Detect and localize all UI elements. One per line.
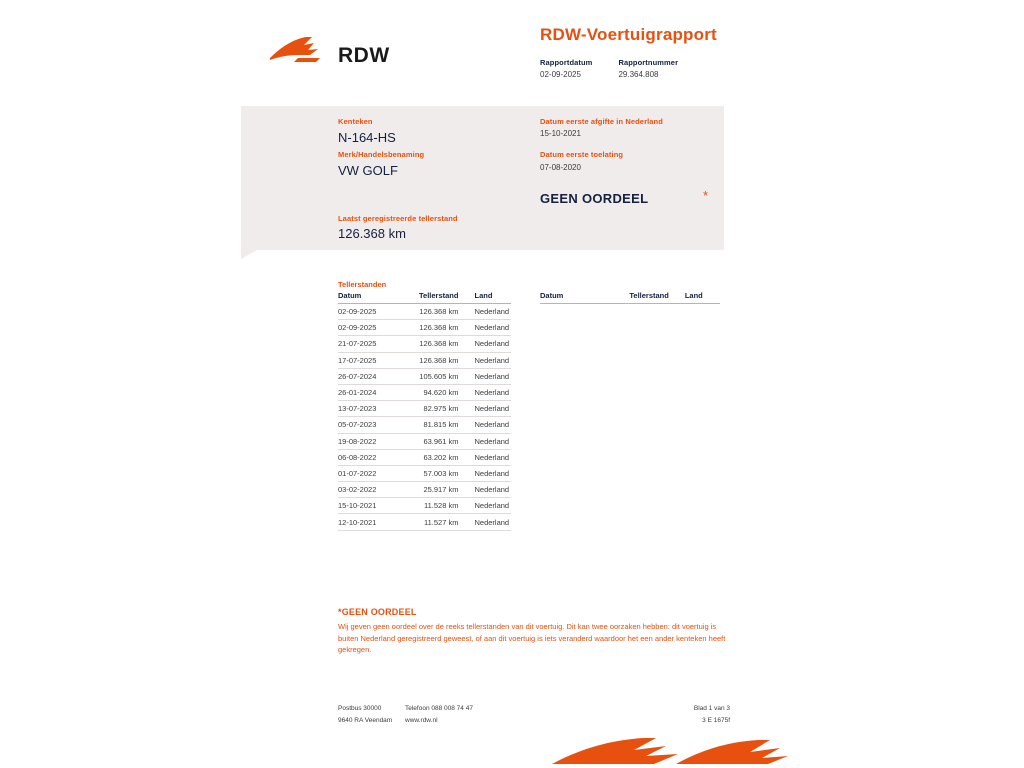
cell-datum: 03-02-2022 <box>338 482 401 498</box>
cell-tellerstand: 94.620 km <box>401 384 462 400</box>
cell-datum: 21-07-2025 <box>338 336 401 352</box>
cell-land: Nederland <box>462 384 511 400</box>
cell-datum: 01-07-2022 <box>338 465 401 481</box>
column-header-tellerstand: Tellerstand <box>609 291 673 304</box>
report-number-label: Rapportnummer <box>618 58 679 67</box>
cell-tellerstand: 63.202 km <box>401 449 462 465</box>
cell-land: Nederland <box>462 368 511 384</box>
table-header-row <box>540 291 720 304</box>
footer-page-number: Blad 1 van 3 <box>693 705 730 712</box>
cell-land: Nederland <box>462 401 511 417</box>
eerste-afgifte-label: Datum eerste afgifte in Nederland <box>540 117 663 126</box>
merk-value: VW GOLF <box>338 163 398 178</box>
table-row <box>338 352 511 368</box>
cell-datum: 19-08-2022 <box>338 433 401 449</box>
laatste-tellerstand-value: 126.368 km <box>338 226 406 241</box>
column-header-land: Land <box>673 291 720 304</box>
report-date-block <box>540 58 592 79</box>
footer-address-line2: 9640 RA Veendam <box>338 717 393 725</box>
table-row <box>338 514 511 530</box>
rdw-arrow-logo-icon <box>268 34 330 64</box>
verdict-text: GEEN OORDEEL <box>540 191 649 206</box>
cell-tellerstand: 126.368 km <box>401 304 462 320</box>
cell-tellerstand: 63.961 km <box>401 433 462 449</box>
cell-land: Nederland <box>462 320 511 336</box>
column-header-tellerstand: Tellerstand <box>401 291 462 304</box>
cell-datum: 17-07-2025 <box>338 352 401 368</box>
cell-tellerstand: 126.368 km <box>401 352 462 368</box>
report-date-value: 02-09-2025 <box>540 70 581 79</box>
cell-tellerstand: 25.917 km <box>401 482 462 498</box>
brand-name: RDW <box>338 44 390 67</box>
footer-address-line1: Postbus 30000 <box>338 705 382 712</box>
cell-tellerstand: 126.368 km <box>401 320 462 336</box>
footer-contact <box>405 703 473 728</box>
table-row <box>338 449 511 465</box>
report-number-value: 29.364.808 <box>618 70 659 79</box>
cell-datum: 13-07-2023 <box>338 401 401 417</box>
report-number-block <box>618 58 678 79</box>
report-title: RDW-Voertuigrapport <box>540 25 717 44</box>
footer-address <box>338 703 392 728</box>
eerste-toelating-value: 07-08-2020 <box>540 163 581 172</box>
table-row <box>338 401 511 417</box>
footnote-title-text: GEEN OORDEEL <box>341 607 417 617</box>
tellerstanden-title: Tellerstanden <box>338 280 387 289</box>
column-header-land: Land <box>462 291 511 304</box>
laatste-tellerstand-label: Laatst geregistreerde tellerstand <box>338 214 458 223</box>
vehicle-summary-panel <box>241 106 724 250</box>
panel-notch <box>241 250 257 259</box>
cell-tellerstand: 81.815 km <box>401 417 462 433</box>
cell-land: Nederland <box>462 433 511 449</box>
cell-land: Nederland <box>462 482 511 498</box>
cell-datum: 02-09-2025 <box>338 304 401 320</box>
cell-land: Nederland <box>462 514 511 530</box>
table-row <box>338 336 511 352</box>
footer-form-code: 3 E 1675f <box>702 717 730 725</box>
rdw-bottom-graphic-icon <box>548 738 788 768</box>
cell-datum: 12-10-2021 <box>338 514 401 530</box>
cell-land: Nederland <box>462 336 511 352</box>
table-row <box>338 304 511 320</box>
cell-datum: 06-08-2022 <box>338 449 401 465</box>
tellerstanden-table-right <box>540 291 720 304</box>
cell-tellerstand: 105.605 km <box>401 368 462 384</box>
cell-tellerstand: 126.368 km <box>401 336 462 352</box>
column-header-datum: Datum <box>540 291 609 304</box>
footer-phone: Telefoon 088 008 74 47 <box>405 705 473 712</box>
cell-land: Nederland <box>462 352 511 368</box>
cell-land: Nederland <box>462 449 511 465</box>
cell-land: Nederland <box>462 304 511 320</box>
table-row <box>338 368 511 384</box>
footnote-body: Wij geven geen oordeel over de reeks tellerstanden van dit voertuig. Dit kan twee oorzaken hebben: dit voertuig is buiten Nederland geregistreerd geweest, of aan dit voertuig is iets veranderd waardoor het een ander kenteken heeft gekregen. <box>338 622 726 655</box>
cell-land: Nederland <box>462 417 511 433</box>
table-row <box>338 482 511 498</box>
cell-datum: 05-07-2023 <box>338 417 401 433</box>
eerste-afgifte-value: 15-10-2021 <box>540 129 581 138</box>
column-header-datum: Datum <box>338 291 401 304</box>
verdict-footnote-marker: * <box>703 188 709 203</box>
cell-datum: 26-07-2024 <box>338 368 401 384</box>
table-header-row <box>338 291 511 304</box>
table-row <box>338 384 511 400</box>
cell-tellerstand: 11.528 km <box>401 498 462 514</box>
table-row <box>338 465 511 481</box>
table-row <box>338 433 511 449</box>
tellerstanden-table-left <box>338 291 511 531</box>
kenteken-label: Kenteken <box>338 117 373 126</box>
report-date-label: Rapportdatum <box>540 58 593 67</box>
merk-label: Merk/Handelsbenaming <box>338 150 425 159</box>
footer-pagination <box>640 703 730 728</box>
kenteken-value: N-164-HS <box>338 130 396 145</box>
cell-datum: 26-01-2024 <box>338 384 401 400</box>
cell-tellerstand: 57.003 km <box>401 465 462 481</box>
cell-tellerstand: 82.975 km <box>401 401 462 417</box>
cell-land: Nederland <box>462 465 511 481</box>
cell-land: Nederland <box>462 498 511 514</box>
table-row <box>338 498 511 514</box>
footnote-title <box>338 607 417 617</box>
footer-website[interactable]: www.rdw.nl <box>405 717 438 725</box>
footnote-marker: * <box>338 607 342 617</box>
table-row <box>338 417 511 433</box>
brand-header <box>268 22 518 72</box>
cell-datum: 02-09-2025 <box>338 320 401 336</box>
cell-tellerstand: 11.527 km <box>401 514 462 530</box>
report-meta <box>540 58 678 79</box>
table-row <box>338 320 511 336</box>
cell-datum: 15-10-2021 <box>338 498 401 514</box>
eerste-toelating-label: Datum eerste toelating <box>540 150 624 159</box>
